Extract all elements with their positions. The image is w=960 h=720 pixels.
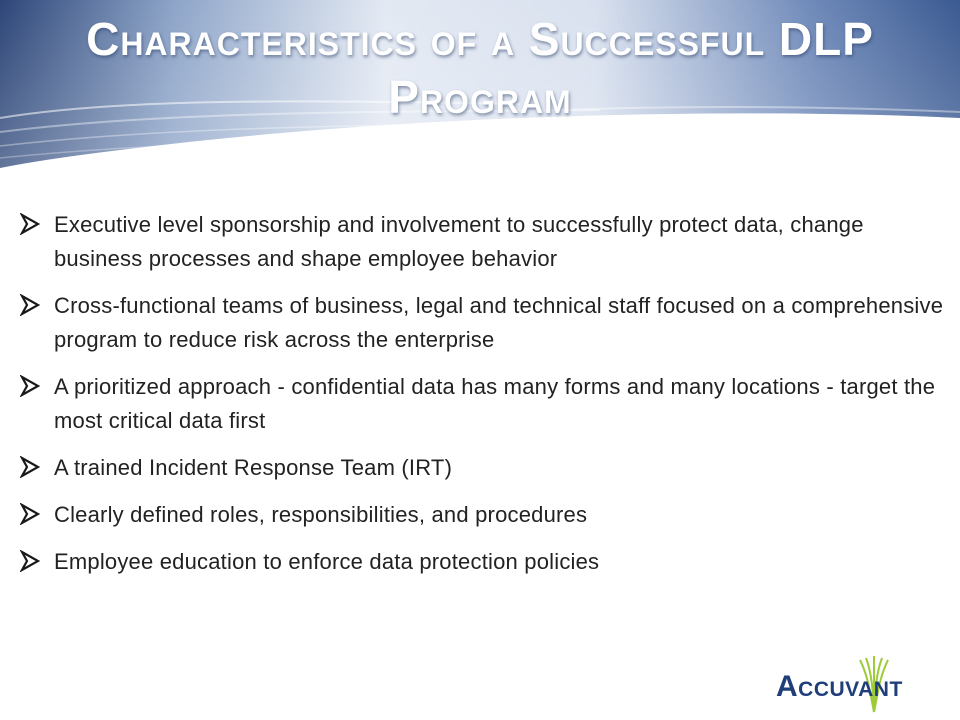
bullet-item bbox=[20, 498, 950, 532]
arrow-bullet-icon bbox=[20, 503, 40, 525]
arrow-bullet-icon bbox=[20, 550, 40, 572]
bullet-text: Clearly defined roles, responsibilities, and procedures bbox=[54, 502, 588, 527]
bullet-item bbox=[20, 289, 950, 357]
bullet-text: Cross-functional teams of business, legal and technical staff focused on a comprehensive program to reduce risk across the enterprise bbox=[54, 293, 944, 352]
bullet-text: A trained Incident Response Team (IRT) bbox=[54, 455, 453, 480]
arrow-bullet-icon bbox=[20, 375, 40, 397]
bullet-item bbox=[20, 451, 950, 485]
bullet-item bbox=[20, 208, 950, 276]
slide-title-line-2: Program bbox=[388, 71, 572, 123]
bullet-list bbox=[20, 208, 950, 592]
arrow-bullet-icon bbox=[20, 456, 40, 478]
bullet-item bbox=[20, 370, 950, 438]
bullet-text: A prioritized approach - confidential data has many forms and many locations - target the most critical data first bbox=[54, 374, 936, 433]
slide-title bbox=[0, 10, 960, 126]
accuvant-logo bbox=[770, 654, 945, 720]
bullet-item bbox=[20, 545, 950, 579]
slide-title-line-1: Characteristics of a Successful DLP bbox=[86, 13, 874, 65]
bullet-text: Executive level sponsorship and involvement to successfully protect data, change business processes and shape employee behavior bbox=[54, 212, 864, 271]
arrow-bullet-icon bbox=[20, 213, 40, 235]
arrow-bullet-icon bbox=[20, 294, 40, 316]
logo-text: Accuvant bbox=[776, 670, 903, 703]
bullet-text: Employee education to enforce data protection policies bbox=[54, 549, 600, 574]
